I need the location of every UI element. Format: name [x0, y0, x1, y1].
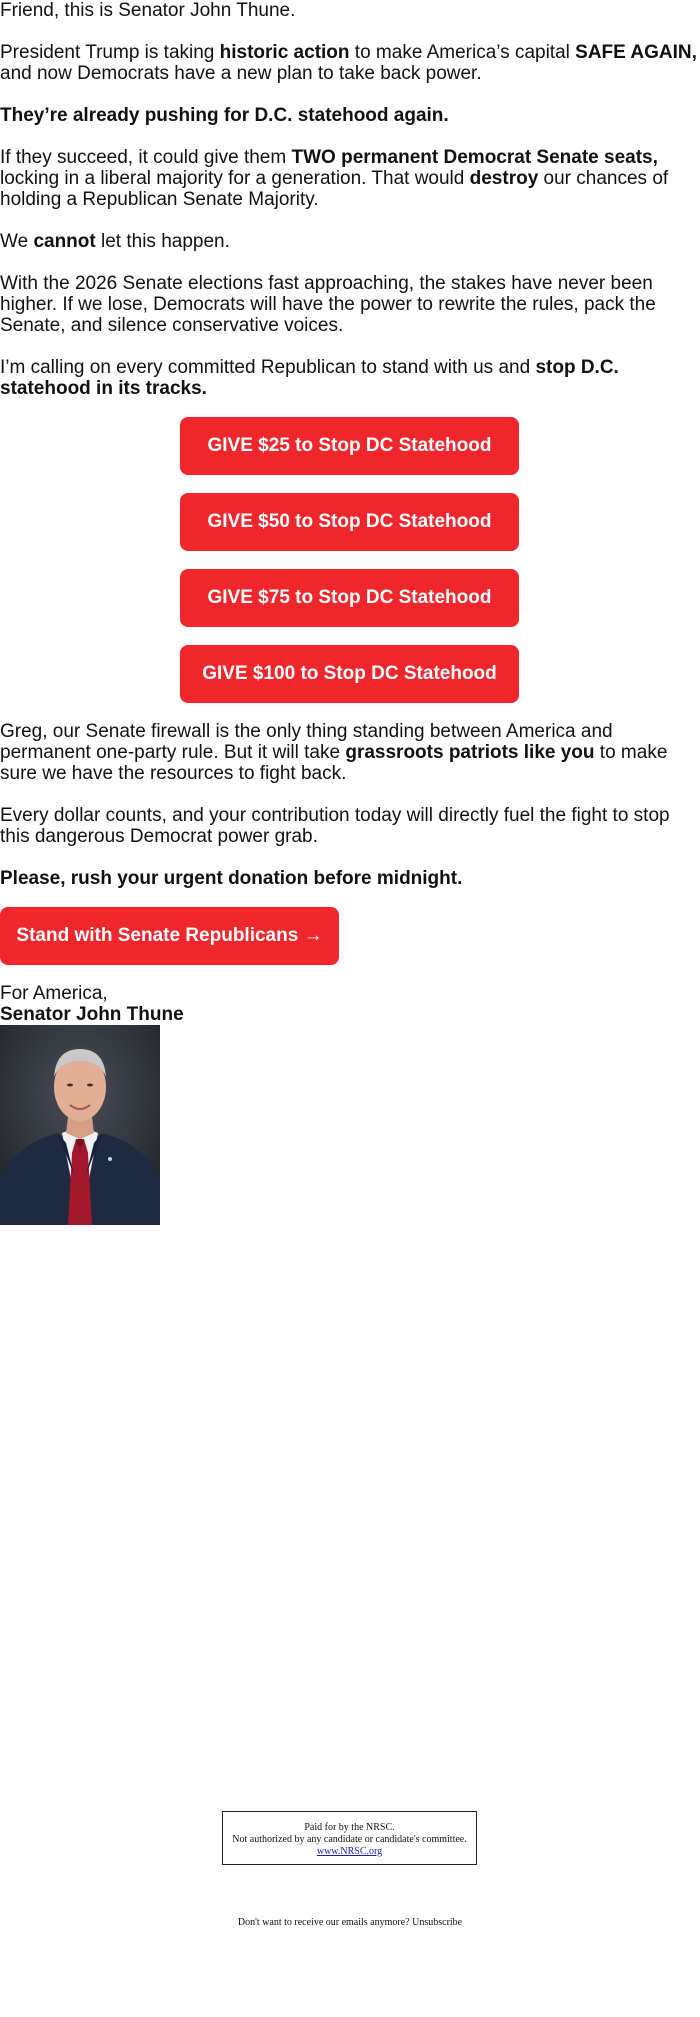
- text: to make sure we have the resources to fight back.: [0, 742, 668, 784]
- bold-text: stop D.C. statehood in its tracks.: [0, 357, 619, 399]
- headline-text: They’re already pushing for D.C. statehood again.: [0, 105, 449, 126]
- disclaimer-line-2: Not authorized by any candidate or candidate's committee.: [232, 1834, 467, 1845]
- unsubscribe-line: [0, 1917, 700, 1928]
- bold-text: SAFE AGAIN,: [575, 42, 697, 63]
- text: We: [0, 231, 34, 252]
- paragraph-call-to-action: [0, 357, 700, 399]
- bold-text: grassroots patriots like you: [345, 742, 595, 763]
- text: If they succeed, it could give them: [0, 147, 292, 168]
- paragraph-every-dollar: Every dollar counts, and your contribution today will directly fuel the fight to stop this dangerous Democrat power grab.: [0, 805, 670, 847]
- bold-text: destroy: [469, 168, 539, 189]
- stand-with-senate-republicans-button[interactable]: Stand with Senate Republicans →: [0, 907, 339, 965]
- signature: Senator John Thune: [0, 1004, 184, 1025]
- closing: For America,: [0, 983, 108, 1004]
- nrsc-link[interactable]: www.NRSC.org: [316, 1846, 383, 1857]
- text: let this happen.: [95, 231, 230, 252]
- give-75-button[interactable]: GIVE $75 to Stop DC Statehood: [180, 569, 519, 627]
- disclaimer-box: [222, 1811, 477, 1865]
- text: and now Democrats have a new plan to take back power.: [0, 63, 482, 84]
- bold-text: Please, rush your urgent donation before midnight.: [0, 868, 463, 889]
- senator-portrait-photo: [0, 1025, 160, 1225]
- bold-text: cannot: [33, 231, 96, 252]
- bold-text: TWO permanent Democrat Senate seats,: [291, 147, 658, 168]
- text: Greg, our Senate firewall is the only thing standing between America and permanent one-party rule. But it will take: [0, 721, 613, 763]
- text: our chances of holding a Republican Senate Majority.: [0, 168, 669, 210]
- paragraph-firewall: [0, 721, 700, 784]
- give-25-button[interactable]: GIVE $25 to Stop DC Statehood: [180, 417, 519, 475]
- portrait-image: [0, 1025, 160, 1225]
- text: President Trump is taking: [0, 42, 220, 63]
- paragraph-trump-action: [0, 42, 700, 84]
- disclaimer-line-1: Paid for by the NRSC.: [304, 1822, 395, 1833]
- unsubscribe-text: Don't want to receive our emails anymore?: [237, 1917, 413, 1928]
- give-50-button[interactable]: GIVE $50 to Stop DC Statehood: [180, 493, 519, 551]
- paragraph-rush: [0, 868, 700, 889]
- paragraph-cannot: [0, 231, 700, 252]
- paragraph-senate-seats: [0, 147, 700, 210]
- give-100-button[interactable]: GIVE $100 to Stop DC Statehood: [180, 645, 519, 703]
- headline: [0, 105, 700, 126]
- bold-text: historic action: [219, 42, 350, 63]
- greeting: Friend, this is Senator John Thune.: [0, 0, 296, 21]
- text: to make America’s capital: [349, 42, 576, 63]
- text: locking in a liberal majority for a generation. That would: [0, 168, 470, 189]
- unsubscribe-link[interactable]: Unsubscribe: [412, 1917, 463, 1928]
- text: I’m calling on every committed Republican to stand with us and: [0, 357, 536, 378]
- paragraph-elections: With the 2026 Senate elections fast approaching, the stakes have never been higher. If we lose, Democrats will have the power to rewrite the rules, pack the Senate, and silence conservative voices.: [0, 273, 656, 336]
